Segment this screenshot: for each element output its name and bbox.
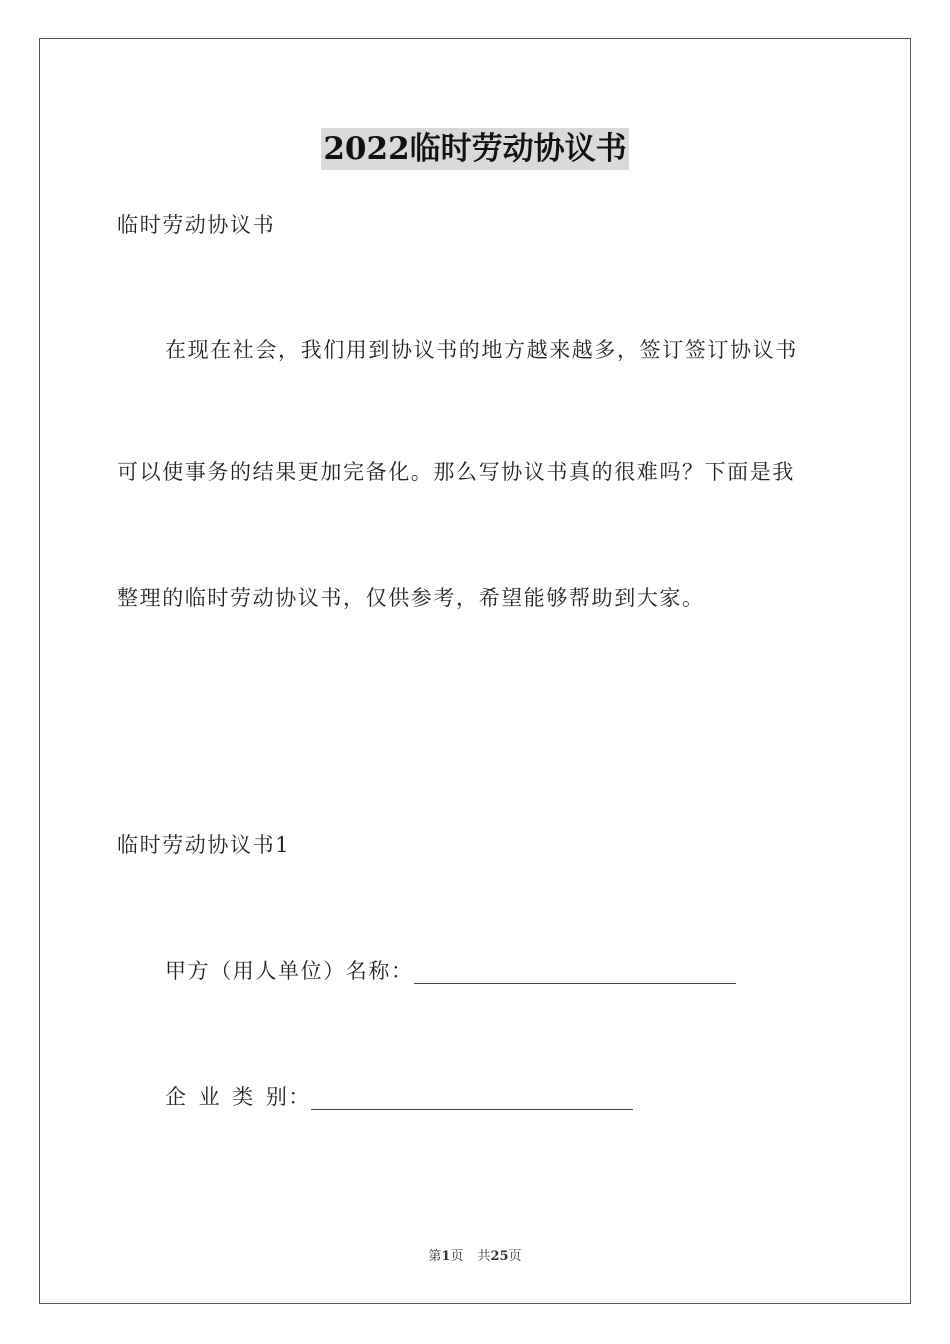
footer-page-prefix: 第 — [428, 1249, 442, 1264]
party-a-name-blank[interactable] — [414, 959, 736, 984]
party-a-name-label: 甲方（用人单位）名称： — [165, 959, 414, 983]
footer-total-suffix: 页 — [508, 1249, 522, 1264]
paragraph-line-3: 整理的临时劳动协议书，仅供参考，希望能够帮助到大家。 — [117, 586, 705, 610]
section-heading: 临时劳动协议书1 — [117, 833, 291, 857]
category-label-char: 类 — [232, 1085, 255, 1109]
enterprise-category-label — [165, 1082, 311, 1112]
category-label-char: 企 — [165, 1085, 188, 1109]
party-a-name-field — [165, 956, 736, 986]
document-title: 2022临时劳动协议书 — [321, 128, 628, 170]
footer-page-suffix: 页 — [450, 1249, 464, 1264]
document-subtitle: 临时劳动协议书 — [117, 213, 276, 237]
paragraph-line-2: 可以使事务的结果更加完备化。那么写协议书真的很难吗？下面是我 — [117, 460, 795, 484]
page-footer — [0, 1248, 950, 1266]
document-title-block — [0, 128, 950, 170]
category-label-char: 别： — [265, 1085, 312, 1109]
category-label-char: 业 — [198, 1085, 222, 1109]
paragraph-line-1: 在现在社会，我们用到协议书的地方越来越多，签订签订协议书 — [165, 338, 798, 362]
footer-page-number: 1 — [441, 1249, 451, 1264]
enterprise-category-field — [165, 1082, 633, 1112]
footer-total-prefix: 共 — [477, 1249, 491, 1264]
footer-total-pages: 25 — [490, 1249, 509, 1264]
enterprise-category-blank[interactable] — [311, 1085, 633, 1110]
